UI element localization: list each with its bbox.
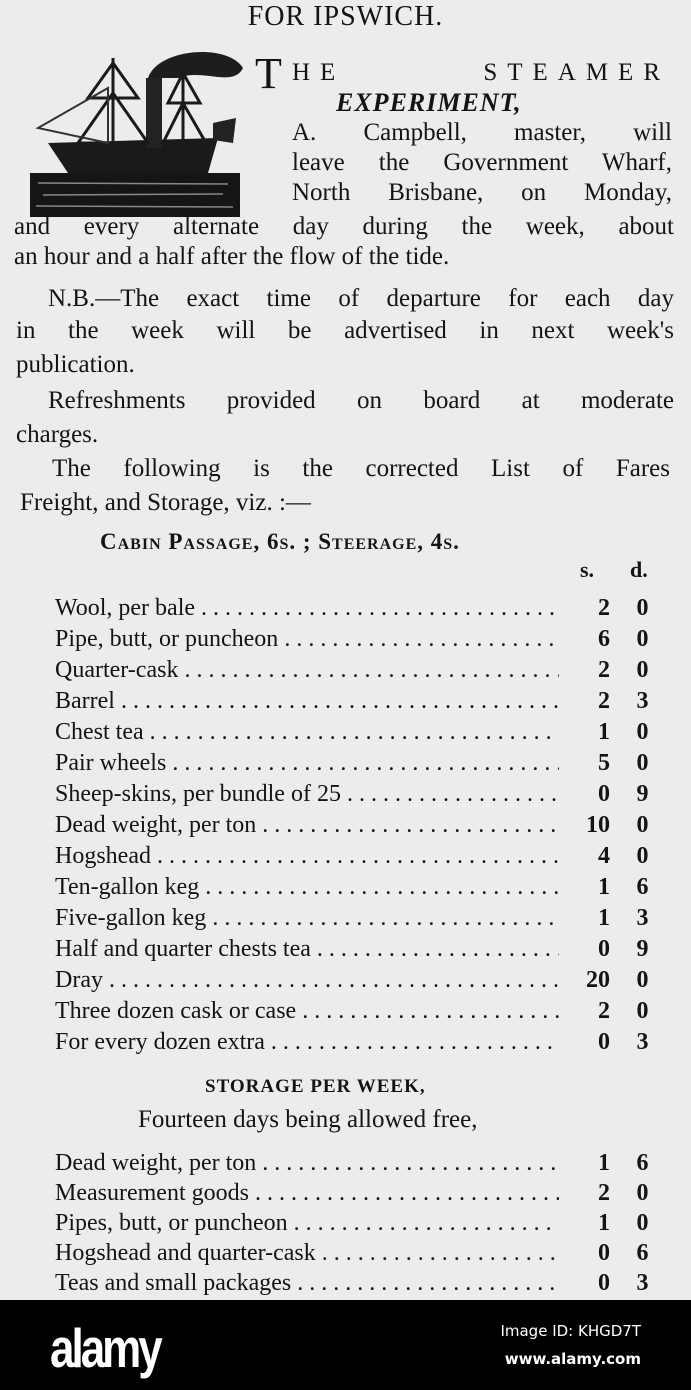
price-shillings: 2 [598,657,610,683]
table-row [55,1027,655,1058]
price-shillings: 10 [586,812,610,838]
price-shillings: 1 [598,874,610,900]
table-row [55,1178,655,1209]
leader-dots [121,686,559,717]
leader-dots [284,624,559,655]
refreshments-line: charges. [16,421,99,448]
price-shillings: 2 [598,595,610,621]
intro-line: North Brisbane, on Monday, [292,179,672,206]
price-shillings: 1 [598,1210,610,1236]
table-row [55,903,655,934]
column-shillings: s. [580,557,595,582]
alamy-logo: alamy [50,1318,160,1380]
leader-dots [255,1178,559,1209]
ad-title: FOR IPSWICH. [247,1,444,32]
intro-heading: HE STEAMER [292,59,670,86]
item-label: Hogshead and quarter-cask [55,1240,316,1266]
leader-dots [302,996,559,1027]
steamship-illustration [28,48,243,220]
table-row [55,1238,655,1269]
table-row [55,717,655,748]
leader-dots [322,1238,559,1269]
item-label: Pair wheels [55,750,167,776]
price-pence: 6 [636,1240,649,1266]
price-shillings: 5 [598,750,610,776]
table-row [55,748,655,779]
item-label: Teas and small packages [55,1270,292,1296]
item-label: Sheep-skins, per bundle of 25 [55,781,341,807]
item-label: Wool, per bale [55,595,196,621]
price-shillings: 0 [598,781,610,807]
leader-dots [109,965,559,996]
leader-dots [294,1208,559,1239]
leader-dots [212,903,559,934]
table-row [55,965,655,996]
nb-line: publication. [16,351,135,378]
fares-intro-line: The following is the corrected List of Fares [52,455,670,482]
price-shillings: 6 [598,626,610,652]
price-pence: 0 [636,812,649,838]
image-id: Image ID: KHGD7T [500,1322,641,1340]
price-pence: 0 [636,719,649,745]
leader-dots [150,717,559,748]
intro-line: and every alternate day during the week, about [14,213,674,240]
leader-dots [172,748,559,779]
watermark-footer [0,1300,691,1390]
table-row [55,1148,655,1179]
price-pence: 0 [636,750,649,776]
refreshments-line: Refreshments provided on board at moderate [48,387,674,414]
item-label: Dray [55,967,103,993]
fares-intro-line: Freight, and Storage, viz. :— [20,489,311,516]
price-shillings: 1 [598,719,610,745]
price-pence: 0 [636,626,649,652]
item-label: For every dozen extra [55,1029,265,1055]
price-pence: 0 [636,1210,649,1236]
leader-dots [297,1268,559,1299]
leader-dots [157,841,559,872]
intro-line: A. Campbell, master, will [292,119,672,146]
passage-fares: Cabin Passage, 6s. ; Steerage, 4s. [100,529,460,554]
price-shillings: 4 [598,843,610,869]
price-shillings: 20 [586,967,610,993]
leader-dots [347,779,559,810]
price-pence: 0 [636,1180,649,1206]
price-shillings: 2 [598,688,610,714]
item-label: Barrel [55,688,115,714]
price-shillings: 0 [598,1240,610,1266]
storage-subheading: Fourteen days being allowed free, [138,1106,478,1133]
table-row [55,1268,655,1299]
column-pence: d. [630,557,648,582]
price-shillings: 2 [598,1180,610,1206]
table-row [55,593,655,624]
table-row [55,872,655,903]
price-pence: 3 [636,1029,649,1055]
item-label: Chest tea [55,719,144,745]
table-row [55,841,655,872]
price-pence: 3 [636,688,649,714]
leader-dots [262,810,559,841]
item-label: Half and quarter chests tea [55,936,311,962]
table-row [55,779,655,810]
item-label: Dead weight, per ton [55,812,257,838]
price-pence: 3 [636,905,649,931]
leader-dots [201,593,559,624]
price-pence: 0 [636,657,649,683]
intro-line: leave the Government Wharf, [292,149,672,176]
item-label: Ten-gallon keg [55,874,200,900]
storage-heading: STORAGE PER WEEK, [205,1076,426,1097]
item-label: Measurement goods [55,1180,249,1206]
drop-cap: T [255,49,282,98]
price-shillings: 0 [598,1029,610,1055]
nb-line: in the week will be advertised in next week's [16,317,674,344]
leader-dots [317,934,559,965]
leader-dots [184,655,559,686]
price-pence: 9 [636,781,649,807]
price-shillings: 1 [598,1150,610,1176]
table-row [55,1208,655,1239]
price-pence: 6 [636,874,649,900]
site-url: www.alamy.com [504,1350,641,1368]
item-label: Hogshead [55,843,151,869]
price-pence: 3 [636,1270,649,1296]
table-row [55,810,655,841]
table-row [55,655,655,686]
leader-dots [205,872,559,903]
price-shillings: 0 [598,936,610,962]
leader-dots [271,1027,559,1058]
price-pence: 0 [636,998,649,1024]
price-pence: 0 [636,967,649,993]
price-pence: 0 [636,843,649,869]
leader-dots [262,1148,559,1179]
table-row [55,624,655,655]
price-pence: 6 [636,1150,649,1176]
item-label: Three dozen cask or case [55,998,297,1024]
price-shillings: 0 [598,1270,610,1296]
price-shillings: 2 [598,998,610,1024]
item-label: Five-gallon keg [55,905,207,931]
price-pence: 9 [636,936,649,962]
intro-line: an hour and a half after the flow of the tide. [14,243,450,270]
price-pence: 0 [636,595,649,621]
item-label: Dead weight, per ton [55,1150,257,1176]
item-label: Quarter-cask [55,657,179,683]
table-row [55,934,655,965]
item-label: Pipe, butt, or puncheon [55,626,279,652]
ship-name: EXPERIMENT, [336,88,522,117]
price-shillings: 1 [598,905,610,931]
table-row [55,996,655,1027]
table-row [55,686,655,717]
nb-line: N.B.—The exact time of departure for each day [48,285,674,312]
item-label: Pipes, butt, or puncheon [55,1210,288,1236]
